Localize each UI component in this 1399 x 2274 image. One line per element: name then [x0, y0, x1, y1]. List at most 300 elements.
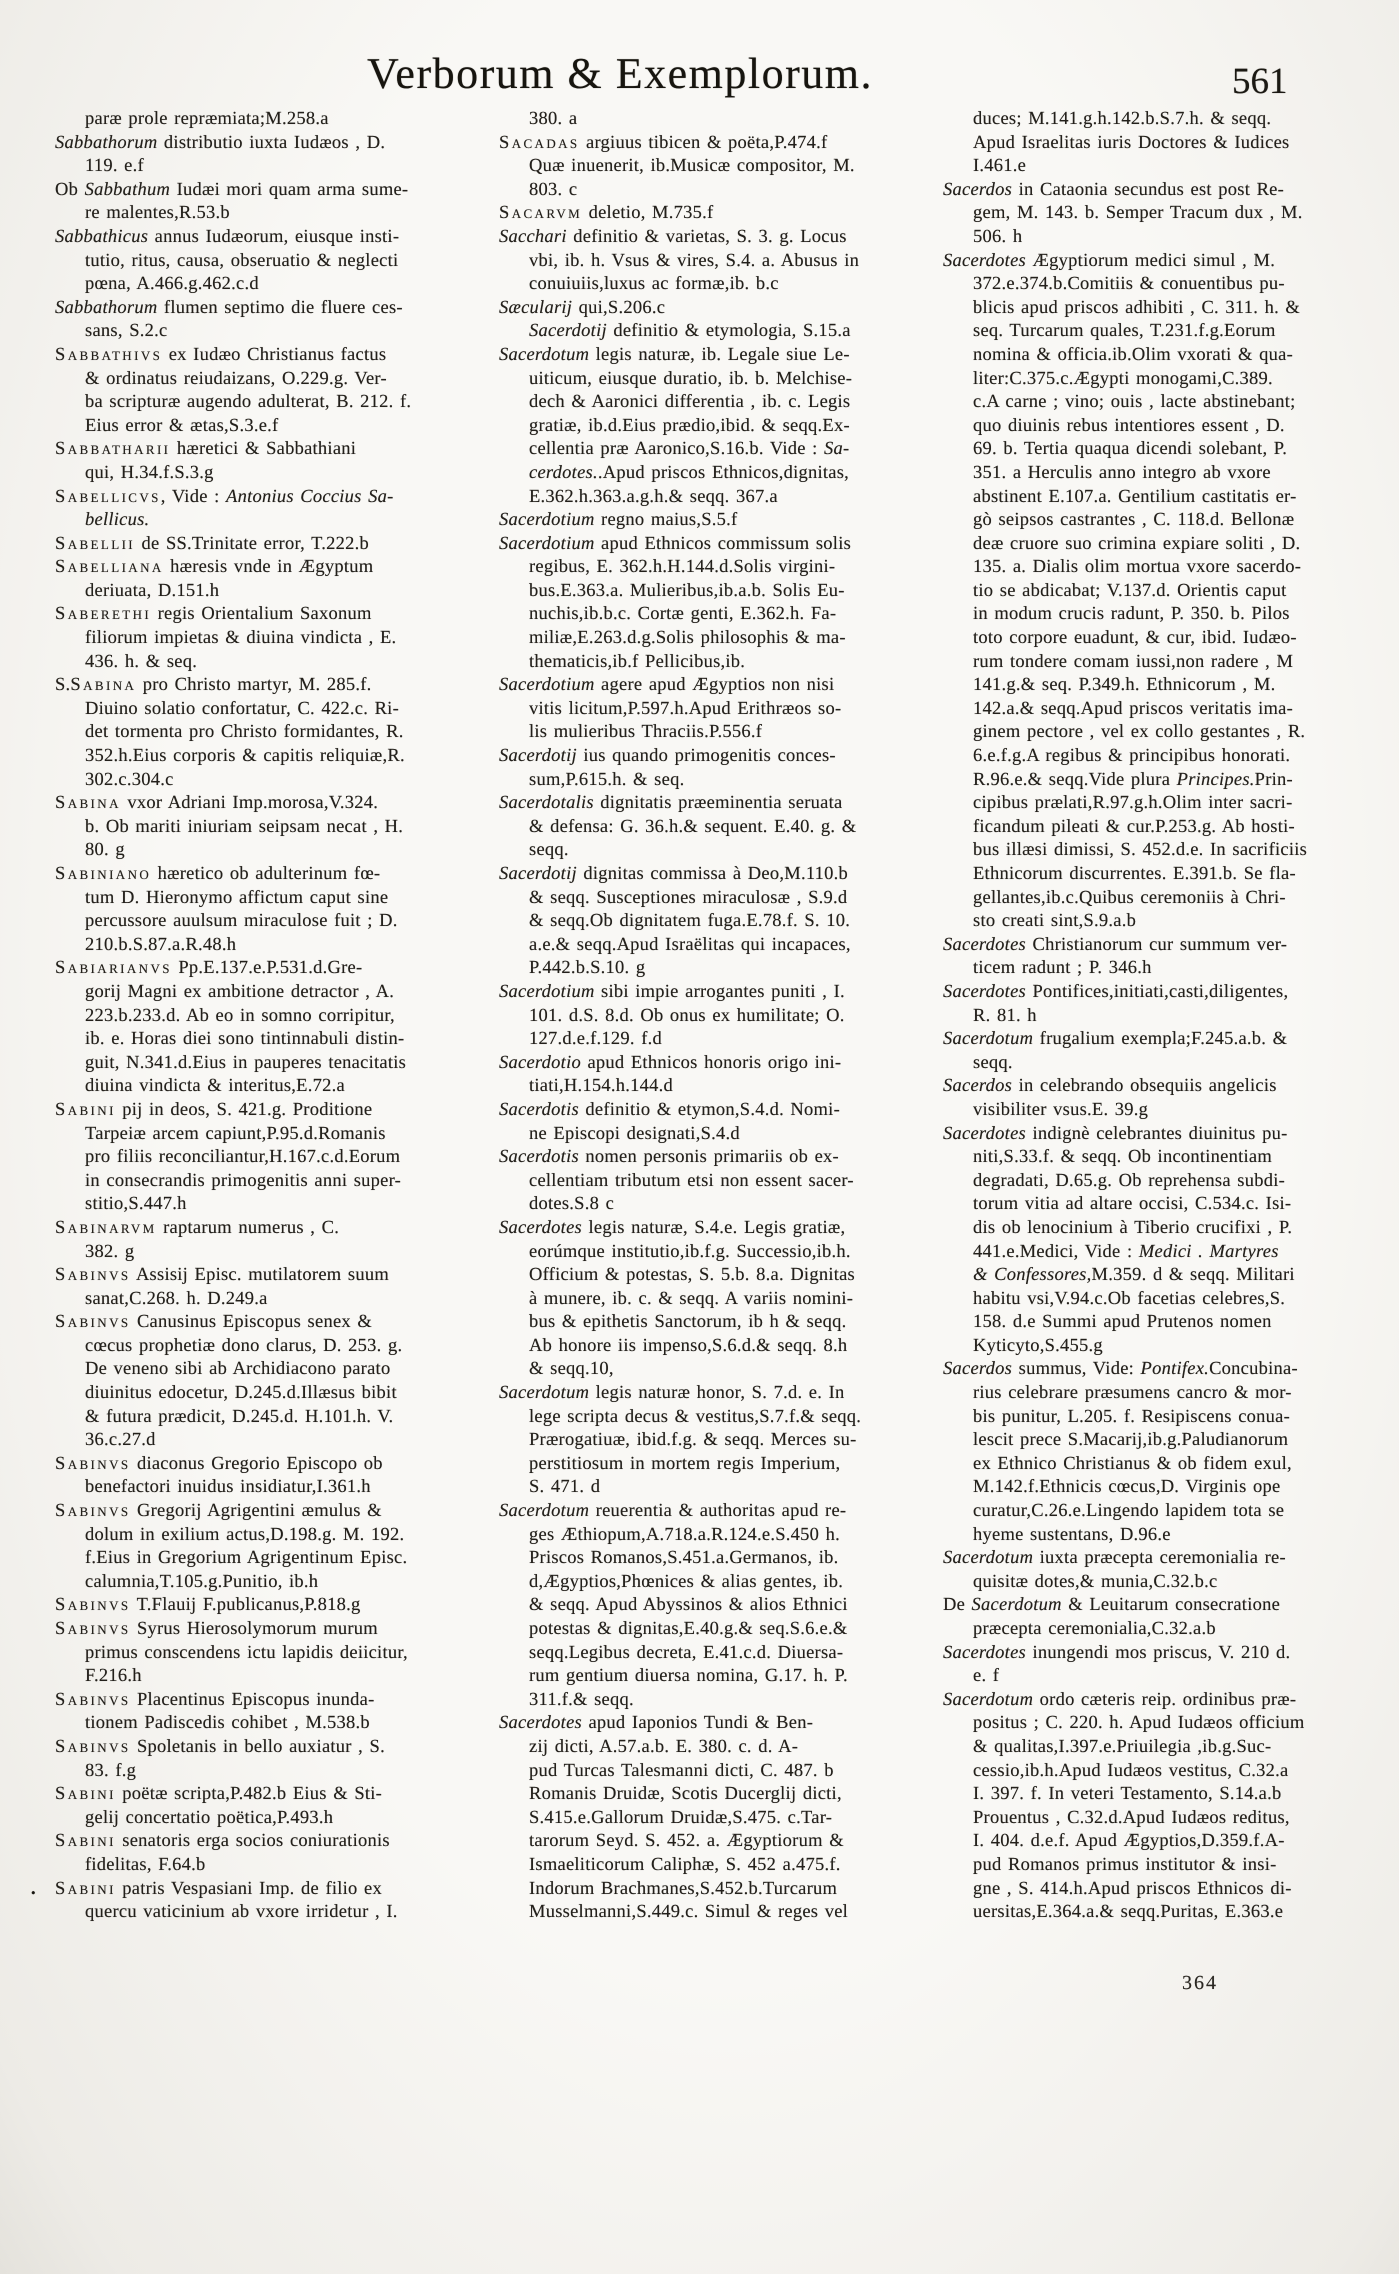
text-run: 380. a — [529, 109, 578, 129]
index-line — [943, 108, 1369, 132]
index-line — [499, 1618, 925, 1642]
index-line — [943, 556, 1369, 580]
text-run: annus Iudæorum, eiusque insti- — [148, 226, 400, 247]
text-run: 141.g.& seq. P.349.h. Ethnicorum , M. — [973, 675, 1276, 696]
index-line — [499, 1736, 925, 1760]
text-run: seqq. — [529, 840, 569, 861]
text-run: seqq. — [973, 1052, 1013, 1073]
index-line — [55, 1099, 481, 1123]
text-run: lis mulieribus Thraciis.P.556.f — [529, 722, 763, 743]
index-line — [55, 1524, 481, 1548]
text-run: gellantes,ib.c.Quibus ceremoniis à Chri- — [973, 887, 1286, 908]
column-2 — [499, 108, 925, 1925]
text-run: De veneno sibi ab Archidiacono parato — [85, 1359, 391, 1380]
index-line — [55, 1052, 481, 1076]
index-line — [55, 1712, 481, 1736]
text-run: flumen septimo die fluere ces- — [157, 297, 403, 318]
text-run: Iudæi mori quam arma sume- — [170, 179, 409, 200]
index-line — [499, 934, 925, 958]
italic-headword: Sacerdotes — [499, 1217, 582, 1238]
text-run: Priscos Romanos,S.451.a.Germanos, ib. — [529, 1548, 839, 1569]
text-run: lege scripta decus & vestitus,S.7.f.& seqq. — [529, 1406, 862, 1427]
index-line — [943, 1476, 1369, 1500]
text-run: ib. e. Horas diei sono tintinnabuli distin- — [85, 1029, 405, 1050]
index-line — [55, 1571, 481, 1595]
text-run: det tormenta pro Christo formidantes, R. — [85, 722, 404, 743]
text-run: abstinent E.107.a. Gentilium castitatis er- — [973, 486, 1297, 507]
text-run: gem, M. 143. b. Semper Tracum dux , M. — [973, 203, 1303, 224]
index-line — [55, 132, 481, 156]
italic-headword: Sacerdotis — [499, 1147, 579, 1168]
text-run: R.96.e.& seqq.Vide plura — [973, 769, 1177, 790]
index-line — [943, 792, 1369, 816]
smallcaps-headword: Sabellicvs — [55, 486, 161, 507]
italic-headword: Sacerdotum — [499, 1383, 590, 1404]
index-line — [943, 132, 1369, 156]
index-line — [55, 438, 481, 462]
index-line — [55, 863, 481, 887]
text-run: & seqq. Apud Abyssinos & alios Ethnici — [529, 1595, 848, 1616]
index-line — [55, 1358, 481, 1382]
text-run: quercu vaticinium ab vxore irridetur , I. — [85, 1902, 398, 1923]
text-run: Christianorum cur summum ver- — [1026, 934, 1288, 955]
index-line — [943, 1146, 1369, 1170]
page-header — [0, 0, 1399, 108]
text-run: legis naturæ honor, S. 7.d. e. In — [589, 1383, 845, 1404]
text-run: rum gentium diuersa nomina, G.17. h. P. — [529, 1666, 848, 1687]
index-line — [499, 698, 925, 722]
index-line — [943, 674, 1369, 698]
text-run: T.Flauij F.publicanus,P.818.g — [130, 1595, 361, 1616]
text-run: filiorum impietas & diuina vindicta , E. — [85, 628, 397, 649]
text-run: vitis licitum,P.597.h.Apud Erithræos so- — [529, 698, 842, 719]
index-line — [499, 580, 925, 604]
italic-headword: Sabbathorum — [55, 297, 158, 318]
text-run: b. Ob mariti iniuriam seipsam necat , H. — [85, 816, 404, 837]
index-line — [31, 1878, 481, 1902]
index-line — [943, 1264, 1369, 1288]
text-run: quisitæ dotes,& munia,C.32.b.c — [973, 1571, 1218, 1592]
index-line — [499, 1382, 925, 1406]
index-line — [499, 1217, 925, 1241]
text-run: ginem pectore , vel ex collo gestantes , R. — [973, 722, 1306, 743]
text-run: f.Eius in Gregorium Agrigentinum Episc. — [85, 1548, 408, 1569]
text-run: 158. d.e Summi apud Prutenos nomen — [973, 1312, 1272, 1333]
index-line — [943, 462, 1369, 486]
text-run: deæ cruore suo crimina expiare soliti , D. — [973, 533, 1301, 554]
text-run: 69. b. Tertia quaqua dicendi solebant, P. — [973, 439, 1288, 460]
index-line — [55, 1476, 481, 1500]
text-run: a.e.& seqq.Apud Israëlitas qui incapaces, — [529, 934, 851, 955]
italic-headword: Sacerdotium — [499, 981, 595, 1002]
index-line — [943, 651, 1369, 675]
text-run: pœna, A.466.g.462.c.d — [85, 274, 259, 295]
text-run: Ob — [55, 179, 85, 200]
smallcaps-headword: Sabiniano — [55, 864, 152, 884]
index-line — [499, 839, 925, 863]
index-line — [499, 910, 925, 934]
italic-headword: Sacerdotio — [499, 1052, 581, 1073]
index-line — [55, 273, 481, 297]
index-line — [943, 1830, 1369, 1854]
text-run: patris Vespasiani Imp. de filio ex — [115, 1878, 382, 1899]
index-line — [55, 1807, 481, 1831]
text-run: .Apud priscos Ethnicos,dignitas, — [597, 462, 850, 483]
index-line — [943, 1123, 1369, 1147]
index-line — [55, 1311, 481, 1335]
index-line — [943, 1712, 1369, 1736]
text-run: & ordinatus reiudaizans, O.229.g. Ver- — [85, 368, 387, 389]
index-line — [55, 1453, 481, 1477]
index-line — [55, 368, 481, 392]
text-run: nuchis,ib.b.c. Cortæ genti, E.362.h. Fa- — [529, 604, 837, 625]
text-run: , Vide : — [160, 486, 227, 507]
index-line — [499, 1901, 925, 1925]
text-run: indignè celebrantes diuinitus pu- — [1026, 1123, 1288, 1144]
italic-headword: Sacerdotes — [943, 1642, 1026, 1663]
text-run: bis punitur, L.205. f. Resipiscens conua- — [973, 1406, 1291, 1427]
bullet-mark-icon: • — [31, 1884, 36, 1900]
italic-headword: Principes. — [1176, 769, 1255, 790]
smallcaps-headword: Saberethi — [55, 604, 152, 625]
text-run: tio se abdicabat; V.137.d. Orientis caput — [973, 580, 1287, 601]
index-line — [943, 1429, 1369, 1453]
index-line — [55, 1547, 481, 1571]
italic-headword: Antonius Coccius Sa- — [226, 486, 394, 507]
index-line — [499, 509, 925, 533]
smallcaps-headword: Sabinvs — [55, 1453, 131, 1474]
text-run: 127.d.e.f.129. f.d — [529, 1029, 663, 1050]
index-line — [943, 1358, 1369, 1382]
index-line — [499, 132, 925, 156]
index-line — [55, 556, 481, 580]
index-line — [55, 320, 481, 344]
text-run: in Cataonia secundus est post Re- — [1012, 179, 1285, 200]
text-run: 382. g — [85, 1241, 135, 1262]
italic-headword: Sacerdotium — [499, 533, 595, 554]
text-run: frugalium exempla;F.245.a.b. & — [1033, 1029, 1288, 1050]
smallcaps-headword: Sabini — [55, 1878, 116, 1899]
smallcaps-headword: Sabellii — [55, 533, 136, 554]
index-line — [499, 1028, 925, 1052]
text-run: Indorum Brachmanes,S.452.b.Turcarum — [529, 1878, 838, 1899]
text-run: in consecrandis primogenitis anni super- — [85, 1170, 402, 1191]
text-run: dis ob lenocinium à Tiberio crucifixi , P. — [973, 1217, 1293, 1238]
text-run: paræ prole repræmiata;M.258.a — [85, 109, 329, 129]
text-run: Tarpeiæ arcem capiunt,P.95.d.Romanis — [85, 1123, 386, 1144]
index-line — [943, 415, 1369, 439]
text-run: & Leuitarum consecratione — [1061, 1595, 1281, 1616]
index-line — [499, 769, 925, 793]
index-line — [943, 698, 1369, 722]
text-run: blicis apud priscos adhibiti , C. 311. h. & — [973, 297, 1301, 318]
text-run: primus conscendens ictu lapidis deiicitur, — [85, 1642, 408, 1663]
index-line — [55, 1854, 481, 1878]
index-line — [55, 108, 481, 132]
index-line — [55, 533, 481, 557]
text-run: apud Iaponios Tundi & Ben- — [582, 1713, 814, 1734]
index-line — [943, 486, 1369, 510]
index-line — [943, 1075, 1369, 1099]
text-run: stitio,S.447.h — [85, 1194, 187, 1215]
text-run: Pp.E.137.e.P.531.d.Gre- — [171, 958, 363, 979]
text-run: & futura prædicit, D.245.d. H.101.h. V. — [85, 1406, 394, 1427]
text-run: dignitas commissa à Deo,M.110.b — [576, 864, 849, 884]
text-run: guit, N.341.d.Eius in pauperes tenacitatis — [85, 1052, 407, 1073]
index-line — [499, 1170, 925, 1194]
text-run: tum D. Hieronymo affictum caput sine — [85, 887, 389, 908]
smallcaps-headword: Sabini — [55, 1831, 116, 1852]
text-run: 135. a. Dialis olim mortua vxore sacerdo- — [973, 557, 1302, 578]
text-run: 80. g — [85, 840, 125, 861]
index-line — [499, 1712, 925, 1736]
index-line — [943, 1241, 1369, 1265]
text-run: liter:C.375.c.Ægypti monogami,C.389. — [973, 368, 1273, 389]
index-line — [55, 344, 481, 368]
index-line — [55, 1028, 481, 1052]
smallcaps-headword: Sabinvs — [55, 1501, 131, 1522]
index-line — [943, 721, 1369, 745]
index-line — [499, 745, 925, 769]
smallcaps-headword: Sabinvs — [55, 1619, 131, 1639]
index-line — [499, 1830, 925, 1854]
text-run: Gregorij Agrigentini æmulus & — [130, 1501, 382, 1522]
index-line — [943, 1760, 1369, 1784]
text-run: I. 404. d.e.f. Apud Ægyptios,D.359.f.A- — [973, 1831, 1285, 1852]
index-line — [943, 1783, 1369, 1807]
smallcaps-headword: Sabiarianvs — [55, 958, 172, 979]
index-line — [943, 509, 1369, 533]
index-line — [943, 863, 1369, 887]
index-line — [499, 1665, 925, 1689]
text-run: pud Turcas Talesmanni dicti, C. 487. b — [529, 1760, 834, 1781]
text-run: diuina vindicta & interitus,E.72.a — [85, 1076, 345, 1097]
index-line — [55, 1642, 481, 1666]
italic-headword: Sacerdotes — [499, 1713, 582, 1734]
text-run: sum,P.615.h. & seq. — [529, 769, 685, 790]
text-run: gratiæ, ib.d.Eius prædio,ibid. & seqq.Ex- — [529, 415, 850, 436]
text-run: bus & epithetis Sanctorum, ib h & seqq. — [529, 1312, 847, 1333]
index-line — [499, 368, 925, 392]
index-line — [55, 1901, 481, 1925]
text-run: in modum crucis radunt, P. 350. b. Pilos — [973, 604, 1290, 625]
index-line — [499, 1335, 925, 1359]
index-line — [55, 627, 481, 651]
text-run: apud Ethnicos commissum solis — [594, 533, 852, 554]
text-run: sto creati sint,S.9.a.b — [973, 911, 1137, 932]
index-line — [499, 462, 925, 486]
text-run: Pontifices,initiati,casti,diligentes, — [1026, 981, 1289, 1002]
text-run: rius celebrare præsumens cancro & mor- — [973, 1383, 1292, 1404]
text-run: cipibus prælati,R.97.g.h.Olim inter sacri- — [973, 793, 1293, 814]
text-run: gne , S. 414.h.Apud priscos Ethnicos di- — [973, 1878, 1292, 1899]
text-run: inungendi mos priscus, V. 210 d. — [1026, 1642, 1291, 1663]
italic-headword: Sacerdotij — [499, 864, 577, 884]
index-line — [499, 344, 925, 368]
italic-headword: Sacerdotium — [499, 675, 595, 696]
text-run: dotes.S.8 c — [529, 1194, 615, 1215]
index-line — [499, 603, 925, 627]
text-run: hæresis vnde in Ægyptum — [163, 557, 374, 578]
index-line — [943, 533, 1369, 557]
index-line — [943, 769, 1369, 793]
italic-headword: Sacerdos — [943, 1076, 1013, 1097]
index-line — [55, 1335, 481, 1359]
text-run: ordo cæteris reip. ordinibus præ- — [1033, 1689, 1297, 1710]
text-run: ficandum pileati & cur.P.253.g. Ab hosti- — [973, 816, 1295, 837]
text-run: ba scripturæ augendo adulterat, B. 212. f. — [85, 392, 412, 413]
text-run: 119. e.f — [85, 156, 144, 177]
text-run: d,Ægyptios,Phœnices & alias gentes, ib. — [529, 1571, 844, 1592]
index-line — [55, 1783, 481, 1807]
text-run: sanat,C.268. h. D.249.a — [85, 1288, 268, 1309]
index-line — [943, 580, 1369, 604]
index-line — [499, 226, 925, 250]
index-line — [943, 368, 1369, 392]
text-run: definitio & etymon,S.4.d. Nomi- — [578, 1099, 840, 1120]
text-run: summus, Vide: — [1012, 1359, 1141, 1380]
text-run: 83. f.g — [85, 1760, 137, 1781]
text-run: 101. d.S. 8.d. Ob onus ex humilitate; O. — [529, 1005, 845, 1026]
smallcaps-headword: Sacadas — [499, 132, 580, 153]
index-line — [499, 250, 925, 274]
index-line — [499, 1854, 925, 1878]
index-line — [943, 1642, 1369, 1666]
text-run: apud Ethnicos honoris origo ini- — [580, 1052, 842, 1073]
text-run: ius quando primogenitis conces- — [576, 746, 836, 767]
text-run: bus.E.363.a. Mulieribus,ib.a.b. Solis Eu- — [529, 580, 845, 601]
index-line — [499, 816, 925, 840]
smallcaps-headword: Sabbatharii — [55, 439, 171, 460]
text-run: re malentes,R.53.b — [85, 203, 230, 224]
index-line — [943, 1193, 1369, 1217]
text-run: calumnia,T.105.g.Punitio, ib.h — [85, 1571, 319, 1592]
text-run: pud Romanos primus institutor & insi- — [973, 1854, 1277, 1875]
index-line — [55, 957, 481, 981]
text-run: hyeme sustentans, D.96.e — [973, 1524, 1171, 1545]
smallcaps-headword: Sabelliana — [55, 557, 164, 578]
italic-headword: Sa- — [824, 439, 850, 460]
text-run: 441.e.Medici, Vide : — [973, 1241, 1139, 1262]
index-line — [499, 1406, 925, 1430]
italic-headword: Medici . Martyres — [1138, 1241, 1279, 1262]
column-3 — [943, 108, 1369, 1925]
index-line — [499, 1453, 925, 1477]
text-run: & seqq.Ob dignitatem fuga.E.78.f. S. 10. — [529, 911, 851, 932]
index-line — [55, 792, 481, 816]
text-run: potestas & dignitas,E.40.g.& seq.S.6.e.& — [529, 1619, 848, 1639]
column-1 — [31, 108, 481, 1925]
text-run: M.142.f.Ethnicis cœcus,D. Virginis ope — [973, 1477, 1281, 1498]
italic-headword: Sabbathorum — [55, 132, 158, 153]
text-run: distributio iuxta Iudæos , D. — [157, 132, 386, 153]
smallcaps-headword: Sabini — [55, 1099, 116, 1120]
text-run: 36.c.27.d — [85, 1430, 156, 1451]
text-run: zij dicti, A.57.a.b. E. 380. c. d. A- — [529, 1736, 799, 1757]
text-run: Ethnicorum discurrentes. E.391.b. Se fla- — [973, 864, 1296, 884]
index-line — [55, 250, 481, 274]
index-line — [499, 1146, 925, 1170]
index-line — [55, 981, 481, 1005]
text-run: Prin- — [1254, 769, 1293, 790]
index-line — [943, 155, 1369, 179]
text-run: tutio, ritus, causa, obseruatio & neglecti — [85, 250, 399, 271]
index-line — [943, 202, 1369, 226]
text-run: fidelitas, F.64.b — [85, 1854, 206, 1875]
text-run: F.216.h — [85, 1666, 142, 1687]
italic-headword: Pontifex. — [1140, 1359, 1210, 1380]
index-line — [55, 1288, 481, 1312]
index-line — [55, 1241, 481, 1265]
index-line — [55, 155, 481, 179]
index-line — [55, 1406, 481, 1430]
smallcaps-headword: Sacarvm — [499, 203, 583, 224]
text-run: e. f — [973, 1666, 1000, 1687]
index-line — [499, 1547, 925, 1571]
text-run: duces; M.141.g.h.142.b.S.7.h. & seqq. — [973, 109, 1272, 129]
index-line — [55, 745, 481, 769]
index-line — [943, 1689, 1369, 1713]
text-run: gò seipsos castrantes , C. 118.d. Bellonæ — [973, 510, 1295, 531]
text-run: hæretico ob adulterinum fœ- — [151, 864, 381, 884]
text-run: I.461.e — [973, 156, 1027, 177]
italic-headword: Sacerdotum — [499, 1501, 590, 1522]
index-line — [499, 721, 925, 745]
text-run: pro Christo martyr, M. 285.f. — [136, 675, 372, 696]
index-line — [55, 910, 481, 934]
index-line — [55, 509, 481, 533]
text-run: pro filiis reconciliantur,H.167.c.d.Eorum — [85, 1147, 401, 1168]
text-run: curatur,C.26.e.Lingendo lapidem tota se — [973, 1501, 1285, 1522]
text-run: 142.a.& seqq.Apud priscos veritatis ima- — [973, 698, 1294, 719]
text-run: & qualitas,I.397.e.Priuilegia ,ib.g.Suc- — [973, 1736, 1272, 1757]
text-run: 506. h — [973, 226, 1023, 247]
index-line — [55, 1123, 481, 1147]
index-line — [499, 1807, 925, 1831]
text-run: toto corpore euadunt, & cur, ibid. Iudæo- — [973, 628, 1297, 649]
index-line — [499, 1123, 925, 1147]
index-line — [499, 1524, 925, 1548]
text-run: agere apud Ægyptios non nisi — [594, 675, 835, 696]
text-run: cœcus prophetiæ dono clarus, D. 253. g. — [85, 1335, 403, 1356]
text-run: Quæ inuenerit, ib.Musicæ compositor, M. — [529, 156, 855, 177]
text-run: Prouentus , C.32.d.Apud Iudæos reditus, — [973, 1807, 1290, 1828]
running-title: Verborum & Exemplorum. — [367, 49, 873, 98]
italic-headword: Sacerdos — [943, 1359, 1013, 1380]
index-line — [499, 1594, 925, 1618]
index-line — [55, 179, 481, 203]
index-line — [55, 887, 481, 911]
index-line — [943, 957, 1369, 981]
italic-headword: Sacerdotes — [943, 1123, 1026, 1144]
text-run: reuerentia & authoritas apud re- — [589, 1501, 847, 1522]
text-run: dignitatis præeminentia seruata — [593, 793, 843, 814]
italic-headword: & Confessores, — [973, 1265, 1092, 1286]
index-line — [55, 698, 481, 722]
text-run: tarorum Seyd. S. 452. a. Ægyptiorum & — [529, 1831, 844, 1852]
text-run: 803. c — [529, 179, 578, 200]
text-run: 210.b.S.87.a.R.48.h — [85, 934, 237, 955]
text-run: conuiuiis,luxus ac formæ,ib. b.c — [529, 274, 779, 295]
index-line — [499, 1288, 925, 1312]
text-run: vbi, ib. h. Vsus & vires, S.4. a. Abusus in — [529, 250, 860, 271]
text-run: c.A carne ; vino; ouis , lacte abstinebant; — [973, 392, 1296, 413]
text-run: Romanis Druidæ, Scotis Ducerglij dicti, — [529, 1784, 842, 1805]
index-line — [499, 533, 925, 557]
index-line — [499, 1571, 925, 1595]
index-line — [943, 1594, 1369, 1618]
text-run: torum vitia ad altare occisi, C.534.c. Isi- — [973, 1194, 1292, 1215]
